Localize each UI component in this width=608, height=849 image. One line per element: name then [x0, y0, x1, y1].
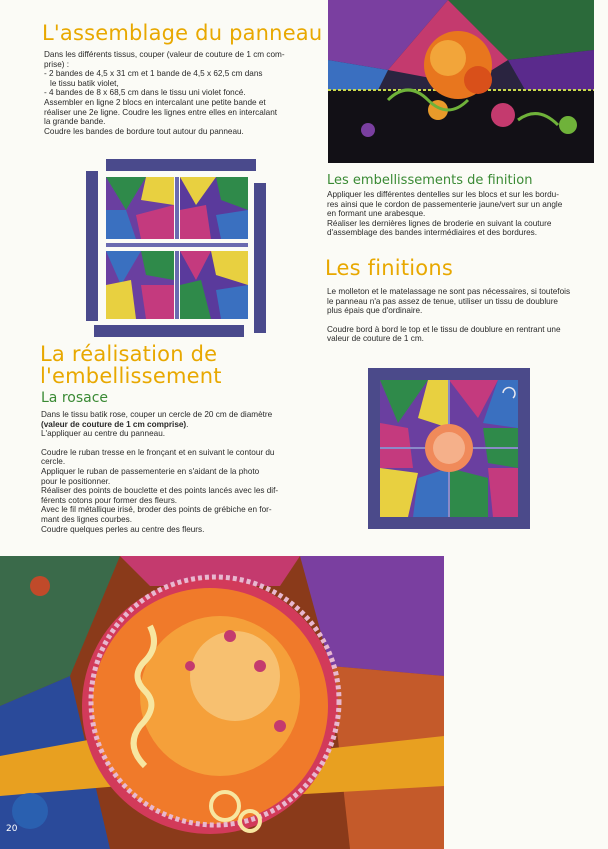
subsection-title-rosace: La rosace — [41, 390, 109, 406]
quilt-block-top-left — [106, 177, 174, 239]
text-line: Le molleton et le matelassage ne sont pas nécessaires, si toutefois — [327, 287, 571, 296]
section-title-finitions: Les finitions — [325, 256, 454, 280]
text-line: Dans le tissu batik rose, couper un cercle de 20 cm de diamètre — [41, 410, 273, 419]
text-line: (valeur de couture de 1 cm comprise). — [41, 419, 189, 429]
text-line: Appliquer les différentes dentelles sur les blocs et sur les bordu- — [327, 190, 559, 199]
assembly-diagram — [86, 155, 266, 340]
text-line: prise) : — [44, 59, 70, 69]
text-line: Assembler en ligne 2 blocs en intercalant une petite bande et — [44, 97, 266, 107]
section-body-embellissements-finition — [327, 190, 597, 238]
finished-panel-photo — [368, 368, 530, 529]
text-line: réaliser une 2e ligne. Coudre les lignes entre elles en intercalant — [44, 107, 278, 117]
text-line: le panneau n'a pas assez de tenue, utiliser un tissu de doublure — [327, 296, 558, 306]
text-line: - 2 bandes de 4,5 x 31 cm et 1 bande de 4,5 x 62,5 cm dans — [44, 69, 263, 79]
text-line: cercle. — [41, 457, 66, 467]
text-line: Appliquer le ruban de passementerie en s'aidant de la photo — [41, 466, 260, 476]
section-title-realisation-line1: La réalisation de — [40, 342, 218, 366]
text-line: Coudre le ruban tresse en le fronçant et en suivant le contour du — [41, 447, 275, 457]
section-body-rosace — [41, 410, 311, 534]
text-line: Réaliser les dernières lignes de broderie en suivant la couture — [327, 218, 552, 228]
text-line: Coudre bord à bord le top et le tissu de doublure en rentrant une — [327, 324, 561, 334]
text-line: valeur de couture de 1 cm. — [327, 334, 424, 344]
text-line: - 4 bandes de 8 x 68,5 cm dans le tissu uni violet foncé. — [44, 88, 246, 98]
text-line: L'appliquer au centre du panneau. — [41, 429, 166, 439]
text-line: pour le positionner. — [41, 476, 111, 486]
text-line: Dans les différents tissus, couper (valeur de couture de 1 cm com- — [44, 50, 285, 59]
section-title-embellissements-finition: Les embellissements de finition — [327, 173, 533, 188]
border-strip-right — [254, 183, 266, 333]
page-number: 20 — [6, 824, 18, 834]
section-title-realisation-line2: l'embellissement — [40, 364, 222, 388]
top-right-photo — [328, 0, 594, 163]
border-strip-top — [106, 159, 256, 171]
text-line: res ainsi que le cordon de passementerie jaune/vert sur un angle — [327, 199, 563, 209]
rosace-detail-photo — [0, 556, 444, 849]
text-line: Coudre les bandes de bordure tout autour du panneau. — [44, 126, 244, 136]
text-line: Réaliser des points de bouclette et des points lancés avec les dif- — [41, 486, 279, 496]
section-title-assemblage: L'assemblage du panneau — [42, 21, 323, 45]
section-body-assemblage — [44, 50, 314, 136]
embroidery-photo-illustration — [328, 0, 594, 163]
text-line: d'assemblage des bandes intermédiaires et des bordures. — [327, 228, 538, 238]
text-line: Coudre quelques perles au centre des fleurs. — [41, 524, 205, 534]
text-line: férents cotons pour former des fleurs. — [41, 495, 178, 505]
text-line: la grande bande. — [44, 117, 106, 127]
text-line: plus épais que d'ordinaire. — [327, 306, 423, 316]
quilt-block-top-right — [180, 177, 248, 239]
quilt-block-bottom-left — [106, 251, 174, 319]
bold-seam-allowance: (valeur de couture de 1 cm comprise) — [41, 419, 187, 429]
border-strip-left — [86, 171, 98, 321]
text-line: en formant une arabesque. — [327, 209, 426, 219]
quilt-block-bottom-right — [180, 251, 248, 319]
border-strip-bottom — [94, 325, 244, 337]
text-line: mant des lignes courbes. — [41, 514, 133, 524]
text-line: Avec le fil métallique irisé, broder des points de grébiche en for- — [41, 505, 272, 515]
text-line: le tissu batik violet, — [50, 78, 119, 88]
section-body-finitions — [327, 287, 597, 344]
